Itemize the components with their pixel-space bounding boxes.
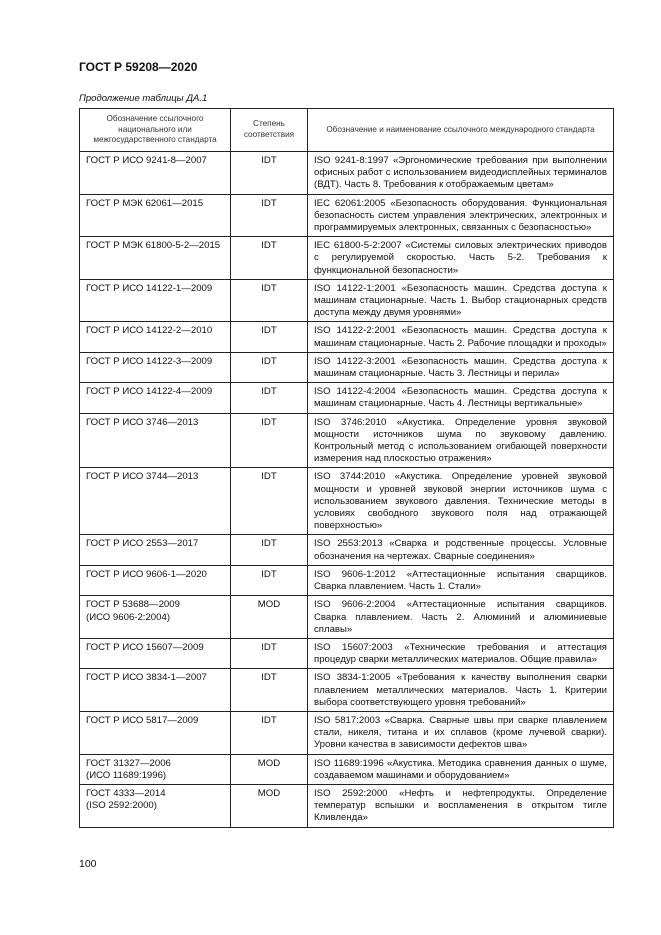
table-row: [80, 322, 614, 352]
table-row: [80, 194, 614, 237]
national-standard-cell: ГОСТ Р ИСО 5817—2009: [80, 711, 231, 754]
degree-cell: IDT: [231, 194, 308, 237]
international-standard-cell: IEC 62061:2005 «Безопасность оборудования. Функциональная безопасность систем управления электрических, электронных и программируемых электронных, связанных с безопасностью»: [308, 194, 614, 237]
column-header-international-standard: Обозначение и наименование ссылочного международного стандарта: [308, 109, 614, 152]
international-standard-cell: IEC 61800-5-2:2007 «Системы силовых электрических приводов с регулируемой скоростью. Часть 5-2. Требования к функциональной безопасности»: [308, 237, 614, 280]
national-standard-cell: ГОСТ Р ИСО 14122-2—2010: [80, 322, 231, 352]
international-standard-cell: ISO 9241-8:1997 «Эргономические требования при выполнении офисных работ с использованием видеодисплейных терминалов (ВДТ). Часть 8. Требования к отображаемым цветам»: [308, 152, 614, 195]
table-row: [80, 565, 614, 595]
national-standard-cell: ГОСТ Р ИСО 14122-3—2009: [80, 352, 231, 382]
table-row: [80, 468, 614, 535]
degree-cell: IDT: [231, 565, 308, 595]
degree-cell: MOD: [231, 596, 308, 639]
national-standard-cell: ГОСТ Р ИСО 2553—2017: [80, 535, 231, 565]
international-standard-cell: ISO 3746:2010 «Акустика. Определение уровня звуковой мощности источников шума по звуковому давлению. Контрольный метод с использованием огибающей поверхности измерения над плоскостью отражения»: [308, 413, 614, 468]
column-header-degree: Степень соответствия: [231, 109, 308, 152]
national-standard-cell: ГОСТ 4333—2014 (ISO 2592:2000): [80, 784, 231, 827]
national-standard-cell: ГОСТ Р ИСО 9606-1—2020: [80, 565, 231, 595]
degree-cell: IDT: [231, 468, 308, 535]
degree-cell: IDT: [231, 669, 308, 712]
table-row: [80, 413, 614, 468]
table-row: [80, 754, 614, 784]
international-standard-cell: ISO 14122-4:2004 «Безопасность машин. Средства доступа к машинам стационарные. Часть 4. Лестницы вертикальные»: [308, 383, 614, 413]
table-header-row: [80, 109, 614, 152]
degree-cell: MOD: [231, 754, 308, 784]
table-row: [80, 279, 614, 322]
table-body: [80, 152, 614, 828]
national-standard-cell: ГОСТ Р ИСО 15607—2009: [80, 638, 231, 668]
table-row: [80, 237, 614, 280]
international-standard-cell: ISO 3744:2010 «Акустика. Определение уровней звуковой мощности и уровней звуковой энергии источников шума с использованием звукового давления. Технические методы в условиях свободного звукового поля над отражающей поверхностью»: [308, 468, 614, 535]
national-standard-cell: ГОСТ Р 53688—2009 (ИСО 9606-2:2004): [80, 596, 231, 639]
national-standard-cell: ГОСТ Р ИСО 14122-1—2009: [80, 279, 231, 322]
degree-cell: IDT: [231, 237, 308, 280]
degree-cell: MOD: [231, 784, 308, 827]
national-standard-cell: ГОСТ Р ИСО 9241-8—2007: [80, 152, 231, 195]
table-row: [80, 669, 614, 712]
degree-cell: IDT: [231, 413, 308, 468]
international-standard-cell: ISO 9606-2:2004 «Аттестационные испытания сварщиков. Сварка плавлением. Часть 2. Алюминий и алюминиевые сплавы»: [308, 596, 614, 639]
international-standard-cell: ISO 14122-1:2001 «Безопасность машин. Средства доступа к машинам стационарные. Часть 1. Выбор стационарных средств доступа между двумя уровнями»: [308, 279, 614, 322]
degree-cell: IDT: [231, 352, 308, 382]
table-row: [80, 152, 614, 195]
international-standard-cell: ISO 9606-1:2012 «Аттестационные испытания сварщиков. Сварка плавлением. Часть 1. Стали»: [308, 565, 614, 595]
national-standard-cell: ГОСТ 31327—2006 (ИСО 11689:1996): [80, 754, 231, 784]
national-standard-cell: ГОСТ Р ИСО 14122-4—2009: [80, 383, 231, 413]
degree-cell: IDT: [231, 638, 308, 668]
degree-cell: IDT: [231, 279, 308, 322]
international-standard-cell: ISO 11689:1996 «Акустика. Методика сравнения данных о шуме, создаваемом машинами и оборудованием»: [308, 754, 614, 784]
degree-cell: IDT: [231, 383, 308, 413]
international-standard-cell: ISO 14122-3:2001 «Безопасность машин. Средства доступа к машинам стационарные. Часть 3. Лестницы и перила»: [308, 352, 614, 382]
table-caption: Продолжение таблицы ДА.1: [79, 93, 208, 104]
international-standard-cell: ISO 5817:2003 «Сварка. Сварные швы при сварке плавлением стали, никеля, титана и их сплавов (кроме лучевой сварки). Уровни качества в зависимости дефектов шва»: [308, 711, 614, 754]
table-row: [80, 596, 614, 639]
national-standard-cell: ГОСТ Р МЭК 62061—2015: [80, 194, 231, 237]
degree-cell: IDT: [231, 711, 308, 754]
document-code: ГОСТ Р 59208—2020: [79, 60, 198, 74]
international-standard-cell: ISO 15607:2003 «Технические требования и аттестация процедур сварки металлических материалов. Общие правила»: [308, 638, 614, 668]
international-standard-cell: ISO 14122-2:2001 «Безопасность машин. Средства доступа к машинам стационарные. Часть 2. Рабочие площадки и проходы»: [308, 322, 614, 352]
column-header-national-standard: Обозначение ссылочного национального или межгосударственного стандарта: [80, 109, 231, 152]
degree-cell: IDT: [231, 152, 308, 195]
table-row: [80, 383, 614, 413]
table-row: [80, 535, 614, 565]
national-standard-cell: ГОСТ Р ИСО 3744—2013: [80, 468, 231, 535]
reference-standards-table: [79, 108, 614, 828]
degree-cell: IDT: [231, 322, 308, 352]
page-number: 100: [79, 858, 97, 870]
table-row: [80, 638, 614, 668]
table-row: [80, 784, 614, 827]
international-standard-cell: ISO 2592:2000 «Нефть и нефтепродукты. Определение температур вспышки и воспламенения в открытом тигле Кливленда»: [308, 784, 614, 827]
national-standard-cell: ГОСТ Р МЭК 61800-5-2—2015: [80, 237, 231, 280]
international-standard-cell: ISO 2553:2013 «Сварка и родственные процессы. Условные обозначения на чертежах. Сварные соединения»: [308, 535, 614, 565]
national-standard-cell: ГОСТ Р ИСО 3834-1—2007: [80, 669, 231, 712]
table-row: [80, 352, 614, 382]
degree-cell: IDT: [231, 535, 308, 565]
table-row: [80, 711, 614, 754]
international-standard-cell: ISO 3834-1:2005 «Требования к качеству выполнения сварки плавлением металлических материалов. Часть 1. Критерии выбора соответствующего уровня требований»: [308, 669, 614, 712]
national-standard-cell: ГОСТ Р ИСО 3746—2013: [80, 413, 231, 468]
